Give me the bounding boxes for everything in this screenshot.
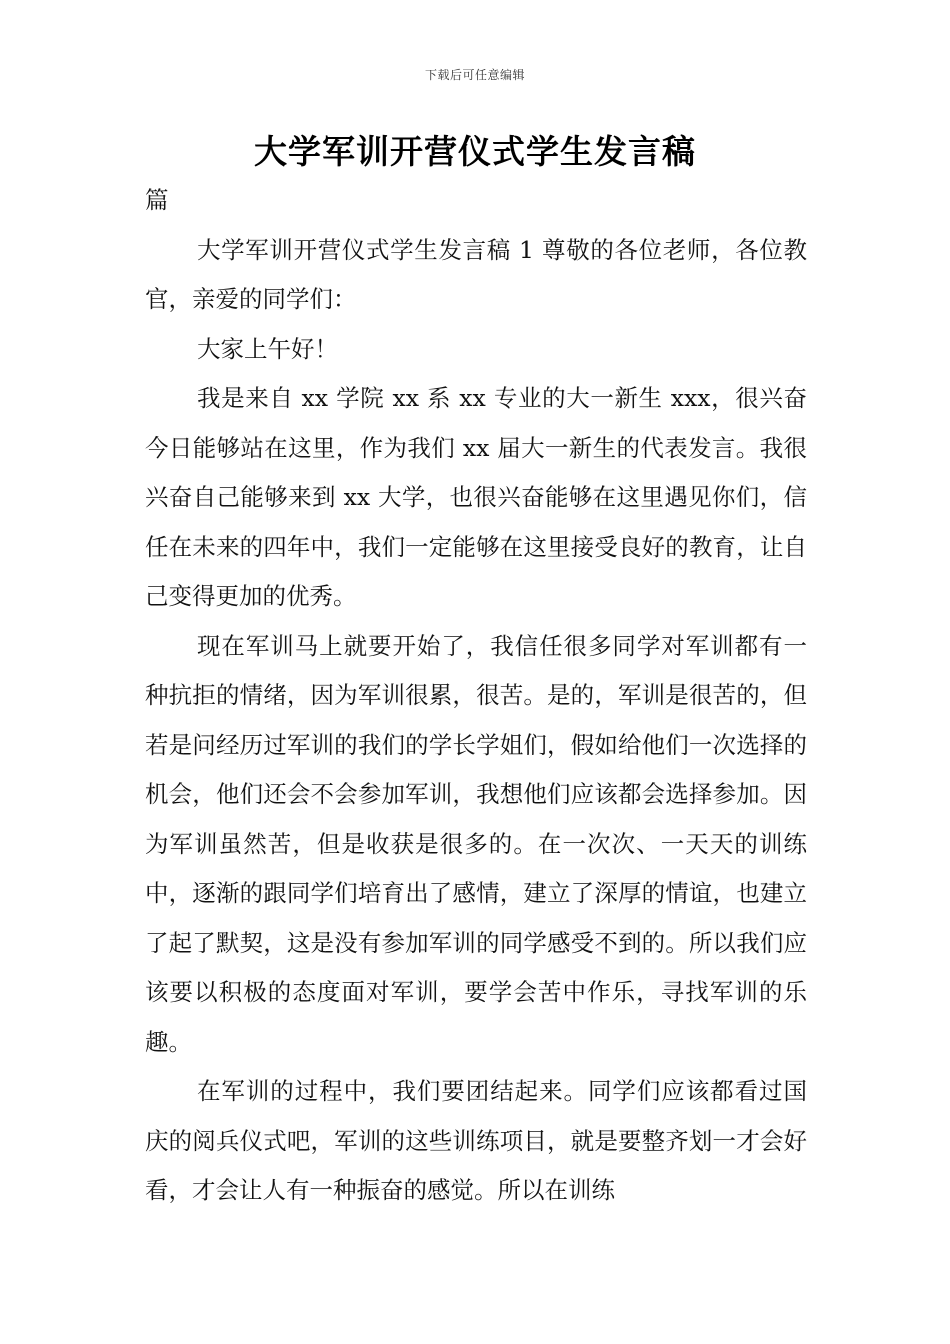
document-title: 大学军训开营仪式学生发言稿 — [254, 132, 696, 171]
header-note: 下载后可任意编辑 — [424, 68, 525, 82]
section-label: 篇 — [145, 186, 169, 214]
paragraph-greeting: 大学军训开营仪式学生发言稿 1 尊敬的各位老师，各位教官，亲爱的同学们： — [145, 235, 807, 313]
paragraph-military-training: 现在军训马上就要开始了，我信任很多同学对军训都有一种抗拒的情绪，因为军训很累，很苦。是的，军训是很苦的，但若是问经历过军训的我们的学长学姐们，假如给他们一次选择的机会，他们还会不会参加军训，我想他们应该都会选择参加。因为军训虽然苦，但是收获是很多的。在一次次、一天天的训练中，逐渐的跟同学们培育出了感情，建立了深厚的情谊，也建立了起了默契，这是没有参加军训的同学感受不到的。所以我们应该要以积极的态度面对军训，要学会苦中作乐，寻找军训的乐趣。 — [145, 631, 807, 1056]
document-body — [145, 176, 807, 1216]
paragraph-hello: 大家上午好！ — [197, 334, 338, 363]
paragraph-introduction: 我是来自 xx 学院 xx 系 xx 专业的大一新生 xxx，很兴奋今日能够站在这里，作为我们 xx 届大一新生的代表发言。我很兴奋自己能够来到 xx 大学，也很兴奋能够在这里遇见你们，信任在未来的四年中，我们一定能够在这里接受良好的教育，让自己变得更加的优秀。 — [145, 384, 807, 610]
paragraph-unity: 在军训的过程中，我们要团结起来。同学们应该都看过国庆的阅兵仪式吧，军训的这些训练项目，就是要整齐划一才会好看，才会让人有一种振奋的感觉。所以在训练 — [145, 1077, 807, 1204]
